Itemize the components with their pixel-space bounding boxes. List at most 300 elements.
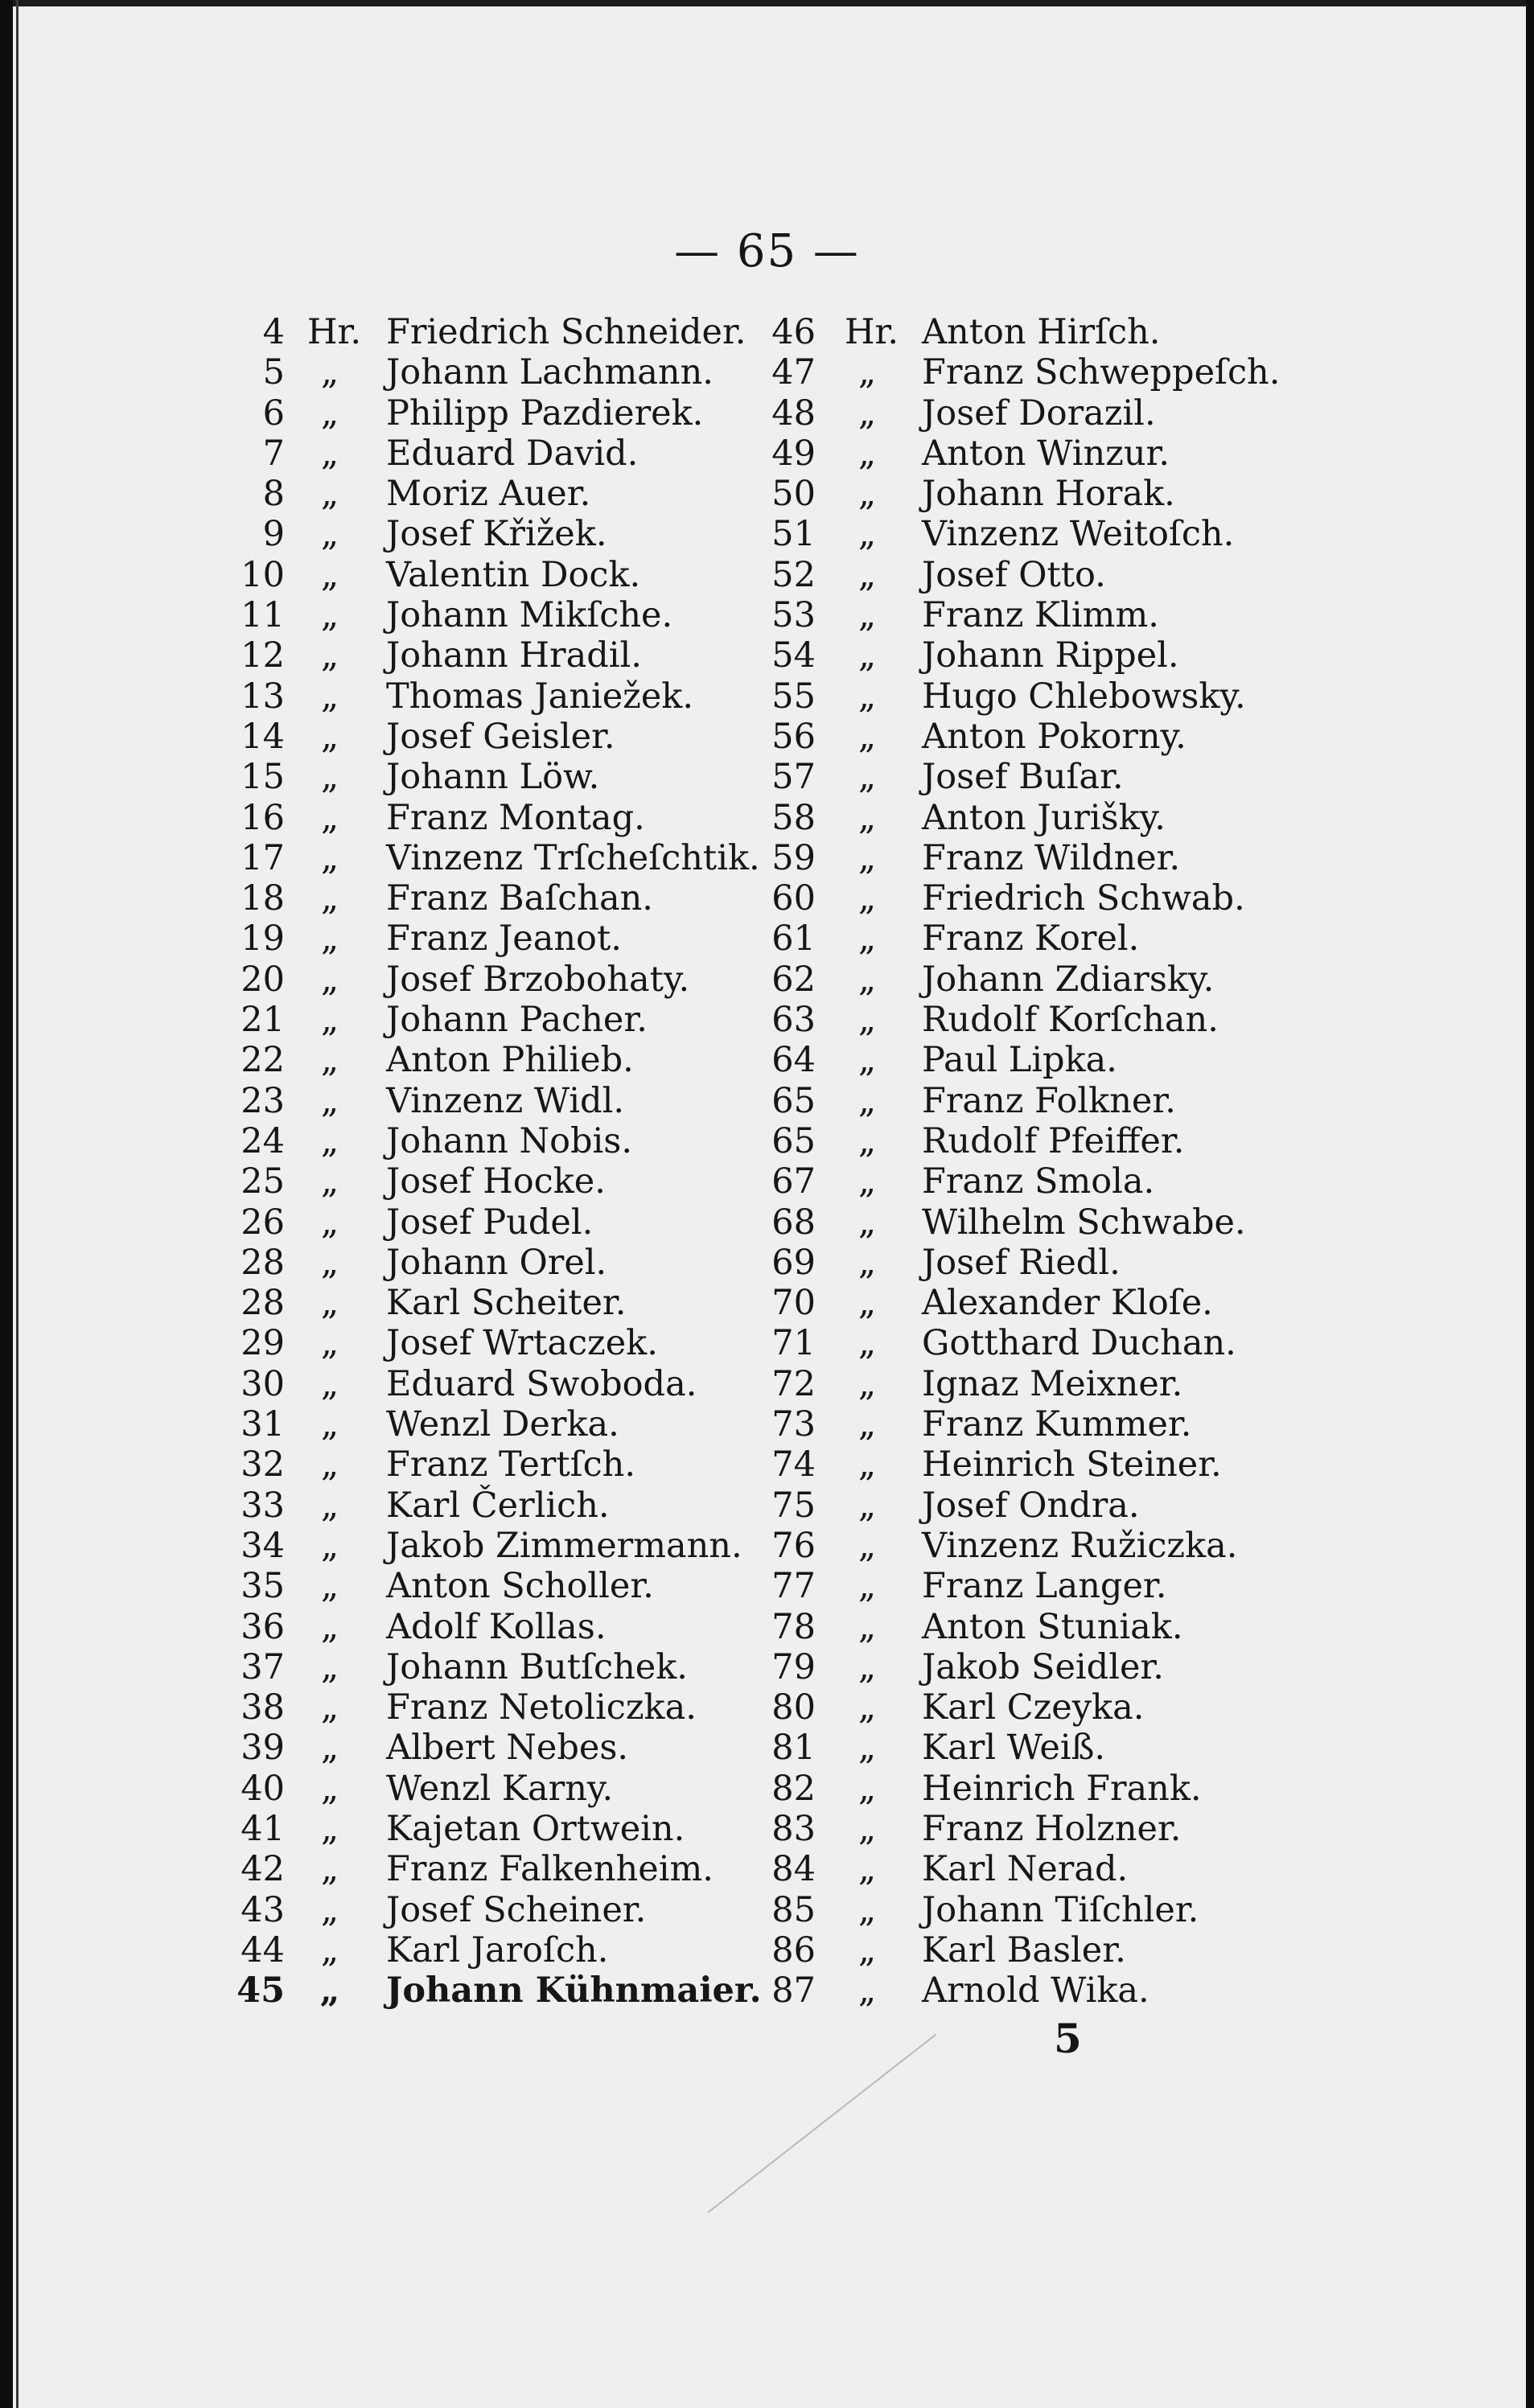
entry-name: Johann Hradil. <box>386 635 642 676</box>
entry-name: Adolf Kollas. <box>386 1606 607 1647</box>
list-item <box>764 717 1279 757</box>
list-item <box>233 1809 764 1849</box>
list-item <box>233 1890 764 1930</box>
entry-title: „ <box>857 1323 877 1364</box>
list-item <box>764 1607 1279 1647</box>
entry-title: „ <box>320 1849 339 1890</box>
entry-number: 53 <box>771 595 816 636</box>
entry-name: Johann Lachmann. <box>386 352 714 393</box>
list-item <box>233 1161 764 1202</box>
entry-title: „ <box>320 757 339 798</box>
entry-title: „ <box>857 635 877 676</box>
entry-name: Franz Wildner. <box>922 837 1181 878</box>
entry-title: „ <box>320 1646 339 1687</box>
entry-name: Johann Butſchek. <box>386 1646 688 1687</box>
entry-title: „ <box>320 595 339 636</box>
entry-number: 21 <box>241 1000 285 1041</box>
entry-title: „ <box>857 352 877 393</box>
entry-number: 40 <box>241 1768 285 1809</box>
entry-number: 12 <box>241 635 285 676</box>
entry-title: „ <box>320 1889 339 1930</box>
entry-name: Alexander Kloſe. <box>922 1283 1213 1324</box>
entry-title: „ <box>320 1040 339 1081</box>
entry-number: 28 <box>241 1283 285 1324</box>
entry-name: Franz Tertſch. <box>386 1444 636 1485</box>
entry-number: 13 <box>241 676 285 717</box>
list-item <box>233 798 764 838</box>
entry-title: „ <box>857 1768 877 1809</box>
entry-title: „ <box>319 1970 340 2011</box>
entry-number: 16 <box>241 797 285 838</box>
entry-name: Josef Dorazil. <box>922 392 1156 434</box>
entry-name: Vinzenz Ružiczka. <box>922 1525 1238 1566</box>
list-item <box>233 1040 764 1080</box>
list-item <box>233 352 764 392</box>
list-item <box>764 1647 1279 1687</box>
list-item <box>764 1930 1279 1970</box>
entry-number: 47 <box>771 352 816 393</box>
entry-title: „ <box>320 474 339 515</box>
entry-name: Anton Stuniak. <box>922 1606 1183 1647</box>
entry-title: „ <box>857 1929 877 1970</box>
list-item <box>764 1323 1279 1363</box>
entry-name: Rudolf Pfeiffer. <box>922 1120 1185 1161</box>
entry-number: 18 <box>241 878 285 919</box>
entry-name: Wenzl Derka. <box>386 1404 619 1445</box>
entry-number: 68 <box>771 1202 816 1243</box>
entry-title: „ <box>857 1687 877 1728</box>
entry-number: 59 <box>771 837 816 878</box>
list-item <box>233 635 764 676</box>
entry-title: „ <box>320 1161 339 1202</box>
entry-title: „ <box>320 1120 339 1161</box>
right-name-column <box>764 312 1279 2011</box>
entry-name: Hugo Chlebowsky. <box>922 676 1246 717</box>
list-item <box>764 1081 1279 1121</box>
entry-title: „ <box>320 716 339 757</box>
entry-number: 74 <box>771 1444 816 1485</box>
entry-name: Anton Winzur. <box>922 433 1170 474</box>
list-item <box>233 1687 764 1728</box>
entry-number: 65 <box>771 1120 816 1161</box>
entry-title: „ <box>320 918 339 960</box>
entry-name: Friedrich Schwab. <box>922 878 1245 919</box>
entry-name: Josef Ondra. <box>922 1485 1140 1526</box>
list-item <box>764 1161 1279 1202</box>
list-item <box>764 1526 1279 1566</box>
entry-name: Anton Pokorny. <box>922 716 1186 757</box>
entry-title: „ <box>320 1728 339 1769</box>
entry-title: „ <box>857 1889 877 1930</box>
entry-title: „ <box>857 797 877 838</box>
list-item <box>233 1728 764 1768</box>
entry-name: Josef Scheiner. <box>386 1889 647 1930</box>
entry-name: Karl Scheiter. <box>386 1283 627 1324</box>
entry-number: 36 <box>241 1606 285 1647</box>
entry-name: Johann Nobis. <box>386 1120 633 1161</box>
entry-number: 70 <box>771 1283 816 1324</box>
entry-number: 86 <box>771 1929 816 1970</box>
entry-title: „ <box>857 474 877 515</box>
entry-title: „ <box>320 1525 339 1566</box>
list-item <box>233 1364 764 1404</box>
entry-number: 84 <box>771 1849 816 1890</box>
list-item <box>764 1404 1279 1444</box>
entry-name: Karl Nerad. <box>922 1849 1129 1890</box>
entry-name: Johann Tiſchler. <box>922 1889 1199 1930</box>
entry-title: „ <box>320 1768 339 1809</box>
entry-title: „ <box>857 1363 877 1404</box>
entry-number: 29 <box>241 1323 285 1364</box>
entry-number: 6 <box>262 392 285 434</box>
entry-number: 63 <box>771 1000 816 1041</box>
list-item <box>764 1040 1279 1080</box>
entry-number: 42 <box>241 1849 285 1890</box>
entry-title: „ <box>857 1080 877 1121</box>
entry-title: „ <box>857 1242 877 1283</box>
entry-title: „ <box>320 959 339 1000</box>
list-item <box>233 434 764 474</box>
entry-name: Ignaz Meixner. <box>922 1363 1183 1404</box>
entry-name: Karl Basler. <box>922 1929 1126 1970</box>
entry-number: 87 <box>771 1970 816 2011</box>
scan-edge-left-inner <box>16 0 19 2408</box>
entry-number: 82 <box>771 1768 816 1809</box>
entry-name: Paul Lipka. <box>922 1040 1117 1081</box>
entry-number: 15 <box>241 757 285 798</box>
entry-name: Rudolf Korſchan. <box>922 1000 1219 1041</box>
entry-title: „ <box>857 1040 877 1081</box>
entry-title: „ <box>320 1485 339 1526</box>
list-item <box>233 1000 764 1040</box>
entry-title: „ <box>320 878 339 919</box>
entry-number: 30 <box>241 1363 285 1404</box>
entry-number: 73 <box>771 1404 816 1445</box>
list-item <box>233 676 764 717</box>
list-item <box>233 555 764 595</box>
entry-title: „ <box>320 1363 339 1404</box>
entry-name: Franz Baſchan. <box>386 878 653 919</box>
entry-name: Karl Czeyka. <box>922 1687 1145 1728</box>
entry-title: „ <box>857 1646 877 1687</box>
entry-title: „ <box>857 1970 877 2011</box>
signature-mark: 5 <box>1054 2015 1082 2062</box>
entry-name: Anton Scholler. <box>386 1566 654 1607</box>
list-item <box>764 960 1279 1000</box>
entry-name: Philipp Pazdierek. <box>386 392 704 434</box>
entry-name: Franz Schweppeſch. <box>922 352 1281 393</box>
entry-title: „ <box>320 1323 339 1364</box>
entry-number: 58 <box>771 797 816 838</box>
entry-name: Johann Mikſche. <box>386 595 673 636</box>
entry-name: Franz Smola. <box>922 1161 1155 1202</box>
left-name-column <box>233 312 764 2011</box>
entry-name: Josef Wrtaczek. <box>386 1323 658 1364</box>
entry-name: Karl Čerlich. <box>386 1485 610 1526</box>
list-item <box>764 1728 1279 1768</box>
entry-name: Gotthard Duchan. <box>922 1323 1236 1364</box>
entry-number: 57 <box>771 757 816 798</box>
entry-name: Josef Hocke. <box>386 1161 606 1202</box>
entry-number: 14 <box>241 716 285 757</box>
entry-title: „ <box>320 554 339 595</box>
entry-number: 51 <box>771 514 816 555</box>
entry-title: „ <box>857 1120 877 1161</box>
entry-title: „ <box>857 1444 877 1485</box>
list-item <box>764 1890 1279 1930</box>
entry-name: Johann Rippel. <box>922 635 1179 676</box>
entry-title: Hr. <box>845 312 899 352</box>
list-item <box>233 878 764 918</box>
entry-number: 55 <box>771 676 816 717</box>
entry-name: Anton Hirſch. <box>922 312 1161 352</box>
entry-title: „ <box>320 1606 339 1647</box>
entry-number: 75 <box>771 1485 816 1526</box>
entry-name: Eduard David. <box>386 433 639 474</box>
entry-title: „ <box>320 1687 339 1728</box>
entry-number: 17 <box>241 837 285 878</box>
entry-number: 85 <box>771 1889 816 1930</box>
entry-name: Karl Jaroſch. <box>386 1929 609 1970</box>
entry-name: Vinzenz Trſcheſchtik. <box>386 837 760 878</box>
entry-number: 46 <box>771 312 816 352</box>
list-item <box>233 838 764 878</box>
entry-name: Valentin Dock. <box>386 554 641 595</box>
entry-number: 61 <box>771 918 816 960</box>
entry-title: „ <box>320 514 339 555</box>
entry-name: Moriz Auer. <box>386 474 591 515</box>
list-item <box>233 1930 764 1970</box>
entry-title: „ <box>320 1242 339 1283</box>
entry-number: 38 <box>241 1687 285 1728</box>
list-item <box>764 676 1279 717</box>
list-item <box>764 1283 1279 1323</box>
entry-number: 22 <box>241 1040 285 1081</box>
list-item <box>764 918 1279 959</box>
list-item <box>764 1202 1279 1243</box>
list-item <box>764 838 1279 878</box>
list-item <box>233 1769 764 1809</box>
entry-number: 54 <box>771 635 816 676</box>
page-number-header: — 65 — <box>674 225 860 277</box>
entry-title: „ <box>857 1202 877 1243</box>
entry-number: 20 <box>241 959 285 1000</box>
entry-name: Johann Löw. <box>386 757 600 798</box>
entry-number: 50 <box>771 474 816 515</box>
entry-name: Johann Pacher. <box>386 1000 648 1041</box>
list-item <box>764 1566 1279 1606</box>
entry-name: Karl Weiß. <box>922 1728 1106 1769</box>
list-item <box>764 595 1279 635</box>
entry-title: „ <box>857 918 877 960</box>
entry-number: 78 <box>771 1606 816 1647</box>
entry-title: „ <box>320 433 339 474</box>
list-item <box>764 393 1279 434</box>
entry-title: „ <box>320 1444 339 1485</box>
entry-title: Hr. <box>307 312 361 352</box>
entry-name: Anton Jurišky. <box>922 797 1166 838</box>
entry-title: „ <box>857 757 877 798</box>
list-item <box>233 1485 764 1526</box>
list-item <box>233 717 764 757</box>
entry-title: „ <box>320 635 339 676</box>
entry-title: „ <box>320 352 339 393</box>
entry-name: Johann Orel. <box>386 1242 607 1283</box>
entry-name: Arnold Wika. <box>922 1970 1149 2011</box>
entry-number: 41 <box>241 1808 285 1849</box>
entry-name: Jakob Seidler. <box>922 1646 1164 1687</box>
entry-number: 77 <box>771 1566 816 1607</box>
list-item <box>764 1769 1279 1809</box>
entry-number: 44 <box>241 1929 285 1970</box>
entry-name: Vinzenz Weitoſch. <box>922 514 1235 555</box>
entry-name: Wenzl Karny. <box>386 1768 614 1809</box>
entry-number: 76 <box>771 1525 816 1566</box>
entry-name: Franz Montag. <box>386 797 645 838</box>
list-item <box>764 1444 1279 1485</box>
paper-scratch <box>707 2034 936 2213</box>
list-item <box>764 352 1279 392</box>
entry-title: „ <box>320 1404 339 1445</box>
entry-name: Anton Philieb. <box>386 1040 634 1081</box>
entry-title: „ <box>320 837 339 878</box>
list-item <box>764 1809 1279 1849</box>
list-item <box>764 1000 1279 1040</box>
entry-name: Josef Geisler. <box>386 716 615 757</box>
entry-name: Franz Klimm. <box>922 595 1159 636</box>
list-item <box>233 514 764 554</box>
scan-edge-left <box>0 0 13 2408</box>
scan-edge-top <box>0 0 1534 6</box>
entry-number: 23 <box>241 1080 285 1121</box>
entry-number: 35 <box>241 1566 285 1607</box>
entry-title: „ <box>857 837 877 878</box>
list-item <box>233 1607 764 1647</box>
entry-name: Johann Zdiarsky. <box>922 959 1215 1000</box>
entry-title: „ <box>320 797 339 838</box>
entry-title: „ <box>857 595 877 636</box>
entry-number: 28 <box>241 1242 285 1283</box>
entry-title: „ <box>857 1566 877 1607</box>
entry-name: Johann Kühnmaier. <box>386 1970 762 2011</box>
entry-number: 32 <box>241 1444 285 1485</box>
entry-name: Franz Folkner. <box>922 1080 1176 1121</box>
entry-number: 4 <box>262 312 285 352</box>
entry-name: Heinrich Frank. <box>922 1768 1202 1809</box>
entry-title: „ <box>320 1283 339 1324</box>
entry-title: „ <box>320 1808 339 1849</box>
list-item <box>764 1243 1279 1283</box>
entry-number: 33 <box>241 1485 285 1526</box>
entry-number: 9 <box>262 514 285 555</box>
entry-name: Friedrich Schneider. <box>386 312 746 352</box>
entry-title: „ <box>857 676 877 717</box>
entry-number: 31 <box>241 1404 285 1445</box>
entry-number: 25 <box>241 1161 285 1202</box>
entry-title: „ <box>857 392 877 434</box>
entry-title: „ <box>857 878 877 919</box>
entry-title: „ <box>320 1929 339 1970</box>
entry-title: „ <box>857 1728 877 1769</box>
entry-number: 11 <box>241 595 285 636</box>
entry-number: 79 <box>771 1646 816 1687</box>
entry-name: Heinrich Steiner. <box>922 1444 1222 1485</box>
entry-number: 67 <box>771 1161 816 1202</box>
entry-name: Josef Křižek. <box>386 514 607 555</box>
list-item <box>233 1849 764 1889</box>
list-item <box>233 918 764 959</box>
entry-number: 45 <box>236 1970 285 2011</box>
list-item <box>233 1121 764 1161</box>
entry-number: 83 <box>771 1808 816 1849</box>
entry-title: „ <box>857 1283 877 1324</box>
entry-number: 34 <box>241 1525 285 1566</box>
entry-name: Thomas Janiežek. <box>386 676 694 717</box>
list-item <box>764 1687 1279 1728</box>
list-item <box>764 514 1279 554</box>
entry-title: „ <box>320 676 339 717</box>
entry-number: 43 <box>241 1889 285 1930</box>
entry-title: „ <box>857 1000 877 1041</box>
entry-number: 64 <box>771 1040 816 1081</box>
list-item <box>233 312 764 352</box>
list-item <box>233 960 764 1000</box>
entry-name: Franz Langer. <box>922 1566 1167 1607</box>
scan-edge-right <box>1526 0 1534 2408</box>
entry-number: 39 <box>241 1728 285 1769</box>
entry-title: „ <box>857 1485 877 1526</box>
entry-title: „ <box>857 1404 877 1445</box>
entry-title: „ <box>320 1000 339 1041</box>
entry-name: Vinzenz Widl. <box>386 1080 625 1121</box>
entry-number: 37 <box>241 1646 285 1687</box>
entry-name: Wilhelm Schwabe. <box>922 1202 1246 1243</box>
list-item <box>233 1566 764 1606</box>
entry-title: „ <box>857 554 877 595</box>
list-item <box>764 757 1279 797</box>
entry-name: Josef Pudel. <box>386 1202 594 1243</box>
entry-number: 10 <box>241 554 285 595</box>
list-item <box>764 1485 1279 1526</box>
list-item <box>764 434 1279 474</box>
list-item <box>233 1404 764 1444</box>
entry-number: 62 <box>771 959 816 1000</box>
list-item <box>233 393 764 434</box>
entry-number: 65 <box>771 1080 816 1121</box>
entry-name: Franz Korel. <box>922 918 1140 960</box>
entry-number: 19 <box>241 918 285 960</box>
entry-number: 72 <box>771 1363 816 1404</box>
entry-name: Kajetan Ortwein. <box>386 1808 685 1849</box>
entry-title: „ <box>857 1525 877 1566</box>
entry-name: Johann Horak. <box>922 474 1175 515</box>
entry-number: 7 <box>262 433 285 474</box>
entry-title: „ <box>320 1202 339 1243</box>
entry-title: „ <box>857 1849 877 1890</box>
entry-number: 8 <box>262 474 285 515</box>
entry-title: „ <box>320 1566 339 1607</box>
list-item <box>764 635 1279 676</box>
entry-number: 5 <box>262 352 285 393</box>
list-item <box>764 1970 1279 2011</box>
list-item <box>764 798 1279 838</box>
list-item <box>764 1364 1279 1404</box>
entry-number: 26 <box>241 1202 285 1243</box>
entry-name: Franz Falkenheim. <box>386 1849 714 1890</box>
list-item <box>764 1849 1279 1889</box>
entry-number: 71 <box>771 1323 816 1364</box>
entry-number: 81 <box>771 1728 816 1769</box>
